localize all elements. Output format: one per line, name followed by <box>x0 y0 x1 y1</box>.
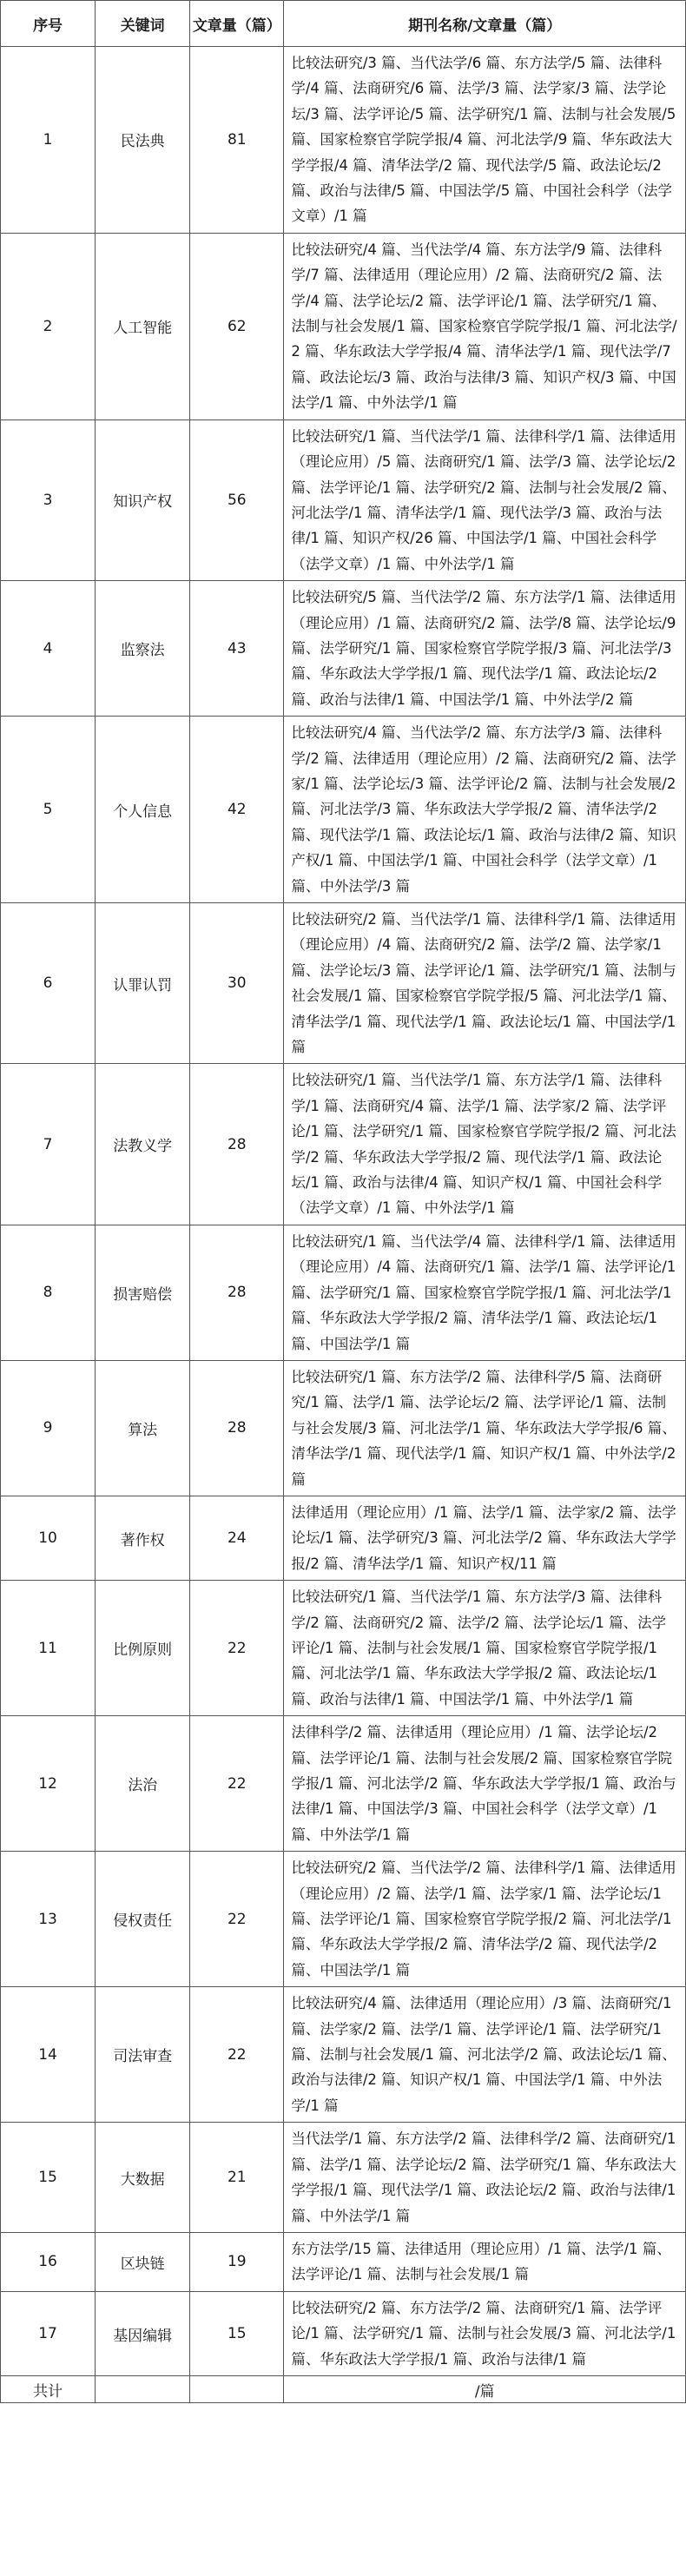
row-journals: 比较法研究/1 篇、当代法学/1 篇、东方法学/1 篇、法律科学/1 篇、法商研究/4 篇、法学/1 篇、法学家/2 篇、法学评论/1 篇、法学研究/1 篇、国家检察官学院学报/2 篇、河北法学/2 篇、华东政法大学学报/2 篇、现代法学/1 篇、政法论坛/1 篇、政治与法律/4 篇、知识产权/1 篇、中国社会科学（法学文章）/1 篇、中外法学/1 篇 <box>284 1064 686 1225</box>
row-count: 62 <box>190 233 284 419</box>
footer-row <box>1 2376 686 2403</box>
row-count: 42 <box>190 717 284 903</box>
row-count: 22 <box>190 1716 284 1852</box>
row-count: 19 <box>190 2232 284 2291</box>
table-row <box>1 717 686 903</box>
table-row <box>1 233 686 419</box>
header-row <box>1 1 686 47</box>
footer-journals: /篇 <box>284 2376 686 2403</box>
row-index: 7 <box>1 1064 96 1225</box>
row-keyword: 著作权 <box>96 1496 190 1580</box>
row-count: 28 <box>190 1225 284 1360</box>
row-journals: 比较法研究/1 篇、当代法学/1 篇、东方法学/3 篇、法律科学/2 篇、法商研究/2 篇、法学/2 篇、法学论坛/1 篇、法学评论/1 篇、法制与社会发展/1 篇、国家检察官学院学报/1 篇、河北法学/1 篇、华东政法大学学报/2 篇、政法论坛/1 篇、政治与法律/1 篇、中国法学/1 篇、中外法学/1 篇 <box>284 1581 686 1716</box>
row-index: 4 <box>1 581 96 717</box>
row-index: 15 <box>1 2123 96 2233</box>
row-index: 10 <box>1 1496 96 1580</box>
row-index: 8 <box>1 1225 96 1360</box>
row-count: 22 <box>190 1852 284 1987</box>
row-keyword: 个人信息 <box>96 717 190 903</box>
row-keyword: 基因编辑 <box>96 2291 190 2375</box>
row-keyword: 知识产权 <box>96 419 190 580</box>
row-index: 12 <box>1 1716 96 1852</box>
table-row <box>1 1064 686 1225</box>
row-index: 14 <box>1 1987 96 2123</box>
row-index: 5 <box>1 717 96 903</box>
row-index: 2 <box>1 233 96 419</box>
row-journals: 当代法学/1 篇、东方法学/2 篇、法律科学/2 篇、法商研究/1 篇、法学/1 篇、法学论坛/2 篇、法学研究/1 篇、华东政法大学学报/1 篇、现代法学/1 篇、政法论坛/2 篇、政治与法律/1 篇、中外法学/1 篇 <box>284 2123 686 2233</box>
row-keyword: 认罪认罚 <box>96 903 190 1064</box>
row-count: 81 <box>190 47 284 234</box>
row-count: 28 <box>190 1064 284 1225</box>
footer-keyword <box>96 2376 190 2403</box>
row-journals: 比较法研究/2 篇、当代法学/1 篇、法律科学/1 篇、法律适用（理论应用）/4 篇、法商研究/2 篇、法学/2 篇、法学家/1 篇、法学论坛/3 篇、法学评论/1 篇、法学研究/1 篇、法制与社会发展/1 篇、国家检察官学院学报/5 篇、河北法学/1 篇、清华法学/1 篇、现代法学/1 篇、政法论坛/1 篇、中国法学/1 篇 <box>284 903 686 1064</box>
row-journals: 比较法研究/3 篇、当代法学/6 篇、东方法学/5 篇、法律科学/4 篇、法商研究/6 篇、法学/3 篇、法学家/3 篇、法学论坛/3 篇、法学评论/5 篇、法学研究/1 篇、法制与社会发展/5 篇、国家检察官学院学报/4 篇、河北法学/9 篇、华东政法大学学报/4 篇、清华法学/2 篇、现代法学/5 篇、政法论坛/2 篇、政治与法律/5 篇、中国法学/5 篇、中国社会科学（法学文章）/1 篇 <box>284 47 686 234</box>
row-keyword: 法治 <box>96 1716 190 1852</box>
row-index: 13 <box>1 1852 96 1987</box>
table-row <box>1 2291 686 2375</box>
row-keyword: 法教义学 <box>96 1064 190 1225</box>
row-keyword: 区块链 <box>96 2232 190 2291</box>
row-keyword: 监察法 <box>96 581 190 717</box>
row-count: 56 <box>190 419 284 580</box>
row-keyword: 算法 <box>96 1360 190 1496</box>
row-index: 16 <box>1 2232 96 2291</box>
row-journals: 法律科学/2 篇、法律适用（理论应用）/1 篇、法学论坛/2 篇、法学评论/1 篇、法制与社会发展/2 篇、国家检察官学院学报/1 篇、河北法学/2 篇、华东政法大学学报/1 篇、政治与法律/1 篇、中国法学/3 篇、中国社会科学（法学文章）/1 篇、中外法学/1 篇 <box>284 1716 686 1852</box>
row-index: 3 <box>1 419 96 580</box>
row-journals: 法律适用（理论应用）/1 篇、法学/1 篇、法学家/2 篇、法学论坛/1 篇、法学研究/3 篇、河北法学/2 篇、华东政法大学学报/2 篇、清华法学/1 篇、知识产权/11 篇 <box>284 1496 686 1580</box>
table-row <box>1 419 686 580</box>
row-count: 30 <box>190 903 284 1064</box>
table-row <box>1 903 686 1064</box>
row-index: 1 <box>1 47 96 234</box>
table-row <box>1 1360 686 1496</box>
row-journals: 比较法研究/4 篇、法律适用（理论应用）/3 篇、法商研究/1 篇、法学家/2 篇、法学/1 篇、法学评论/1 篇、法学研究/1 篇、法制与社会发展/1 篇、河北法学/2 篇、政法论坛/1 篇、政治与法律/2 篇、知识产权/1 篇、中国法学/1 篇、中外法学/1 篇 <box>284 1987 686 2123</box>
table-row <box>1 1852 686 1987</box>
table-row <box>1 1496 686 1580</box>
header-keyword: 关键词 <box>96 1 190 47</box>
row-count: 15 <box>190 2291 284 2375</box>
row-keyword: 侵权责任 <box>96 1852 190 1987</box>
row-count: 24 <box>190 1496 284 1580</box>
row-count: 22 <box>190 1987 284 2123</box>
row-journals: 比较法研究/1 篇、东方法学/2 篇、法律科学/5 篇、法商研究/1 篇、法学/1 篇、法学论坛/2 篇、法学评论/1 篇、法制与社会发展/3 篇、河北法学/1 篇、华东政法大学学报/6 篇、清华法学/1 篇、现代法学/1 篇、知识产权/1 篇、中外法学/2 篇 <box>284 1360 686 1496</box>
row-keyword: 比例原则 <box>96 1581 190 1716</box>
table-row <box>1 1716 686 1852</box>
row-journals: 比较法研究/4 篇、当代法学/4 篇、东方法学/9 篇、法律科学/7 篇、法律适用（理论应用）/2 篇、法商研究/2 篇、法学/4 篇、法学论坛/2 篇、法学评论/1 篇、法学研究/1 篇、法制与社会发展/1 篇、国家检察官学院学报/1 篇、河北法学/2 篇、华东政法大学学报/4 篇、清华法学/1 篇、现代法学/7 篇、政法论坛/3 篇、政治与法律/3 篇、知识产权/3 篇、中国法学/1 篇、中外法学/1 篇 <box>284 233 686 419</box>
row-keyword: 大数据 <box>96 2123 190 2233</box>
row-count: 21 <box>190 2123 284 2233</box>
table-body <box>1 47 686 2403</box>
row-keyword: 人工智能 <box>96 233 190 419</box>
row-journals: 比较法研究/1 篇、当代法学/4 篇、法律科学/1 篇、法律适用（理论应用）/4 篇、法商研究/1 篇、法学/1 篇、法学评论/1 篇、法学研究/1 篇、国家检察官学院学报/1 篇、河北法学/1 篇、华东政法大学学报/2 篇、清华法学/1 篇、政法论坛/1 篇、中国法学/1 篇 <box>284 1225 686 1360</box>
table-row <box>1 1225 686 1360</box>
row-journals: 比较法研究/1 篇、当代法学/1 篇、法律科学/1 篇、法律适用（理论应用）/5 篇、法商研究/1 篇、法学/3 篇、法学论坛/2 篇、法学评论/1 篇、法学研究/2 篇、法制与社会发展/2 篇、河北法学/1 篇、清华法学/1 篇、现代法学/3 篇、政治与法律/1 篇、知识产权/26 篇、中国法学/1 篇、中国社会科学（法学文章）/1 篇、中外法学/1 篇 <box>284 419 686 580</box>
footer-count <box>190 2376 284 2403</box>
row-index: 6 <box>1 903 96 1064</box>
table-row <box>1 2123 686 2233</box>
header-count: 文章量（篇） <box>190 1 284 47</box>
table-row <box>1 1581 686 1716</box>
header-journals: 期刊名称/文章量（篇） <box>284 1 686 47</box>
row-index: 17 <box>1 2291 96 2375</box>
table-row <box>1 47 686 234</box>
row-journals: 比较法研究/5 篇、当代法学/2 篇、东方法学/1 篇、法律适用（理论应用）/1 篇、法商研究/2 篇、法学/8 篇、法学论坛/9 篇、法学研究/1 篇、国家检察官学院学报/3 篇、河北法学/3 篇、华东政法大学学报/1 篇、现代法学/1 篇、政法论坛/2 篇、政治与法律/1 篇、中国法学/1 篇、中外法学/2 篇 <box>284 581 686 717</box>
row-keyword: 民法典 <box>96 47 190 234</box>
row-count: 22 <box>190 1581 284 1716</box>
footer-label: 共计 <box>1 2376 96 2403</box>
row-index: 11 <box>1 1581 96 1716</box>
table-row <box>1 581 686 717</box>
row-journals: 比较法研究/2 篇、当代法学/2 篇、法律科学/1 篇、法律适用（理论应用）/2 篇、法学/1 篇、法学家/1 篇、法学论坛/1 篇、法学评论/1 篇、国家检察官学院学报/2 篇、河北法学/1 篇、华东政法大学学报/2 篇、清华法学/2 篇、现代法学/2 篇、中国法学/1 篇 <box>284 1852 686 1987</box>
row-keyword: 司法审查 <box>96 1987 190 2123</box>
table-row <box>1 2232 686 2291</box>
row-journals: 比较法研究/4 篇、当代法学/2 篇、东方法学/3 篇、法律科学/2 篇、法律适用（理论应用）/2 篇、法商研究/2 篇、法学家/1 篇、法学论坛/3 篇、法学评论/2 篇、法制与社会发展/2 篇、河北法学/3 篇、华东政法大学学报/2 篇、清华法学/2 篇、现代法学/1 篇、政法论坛/1 篇、政治与法律/2 篇、知识产权/1 篇、中国法学/1 篇、中国社会科学（法学文章）/1 篇、中外法学/3 篇 <box>284 717 686 903</box>
row-index: 9 <box>1 1360 96 1496</box>
row-journals: 比较法研究/2 篇、东方法学/2 篇、法商研究/1 篇、法学评论/1 篇、法学研究/1 篇、法制与社会发展/3 篇、河北法学/1 篇、华东政法大学学报/1 篇、政治与法律/1 篇 <box>284 2291 686 2375</box>
row-journals: 东方法学/15 篇、法律适用（理论应用）/1 篇、法学/1 篇、法学评论/1 篇、法制与社会发展/1 篇 <box>284 2232 686 2291</box>
row-count: 43 <box>190 581 284 717</box>
row-keyword: 损害赔偿 <box>96 1225 190 1360</box>
header-index: 序号 <box>1 1 96 47</box>
table-row <box>1 1987 686 2123</box>
row-count: 28 <box>190 1360 284 1496</box>
